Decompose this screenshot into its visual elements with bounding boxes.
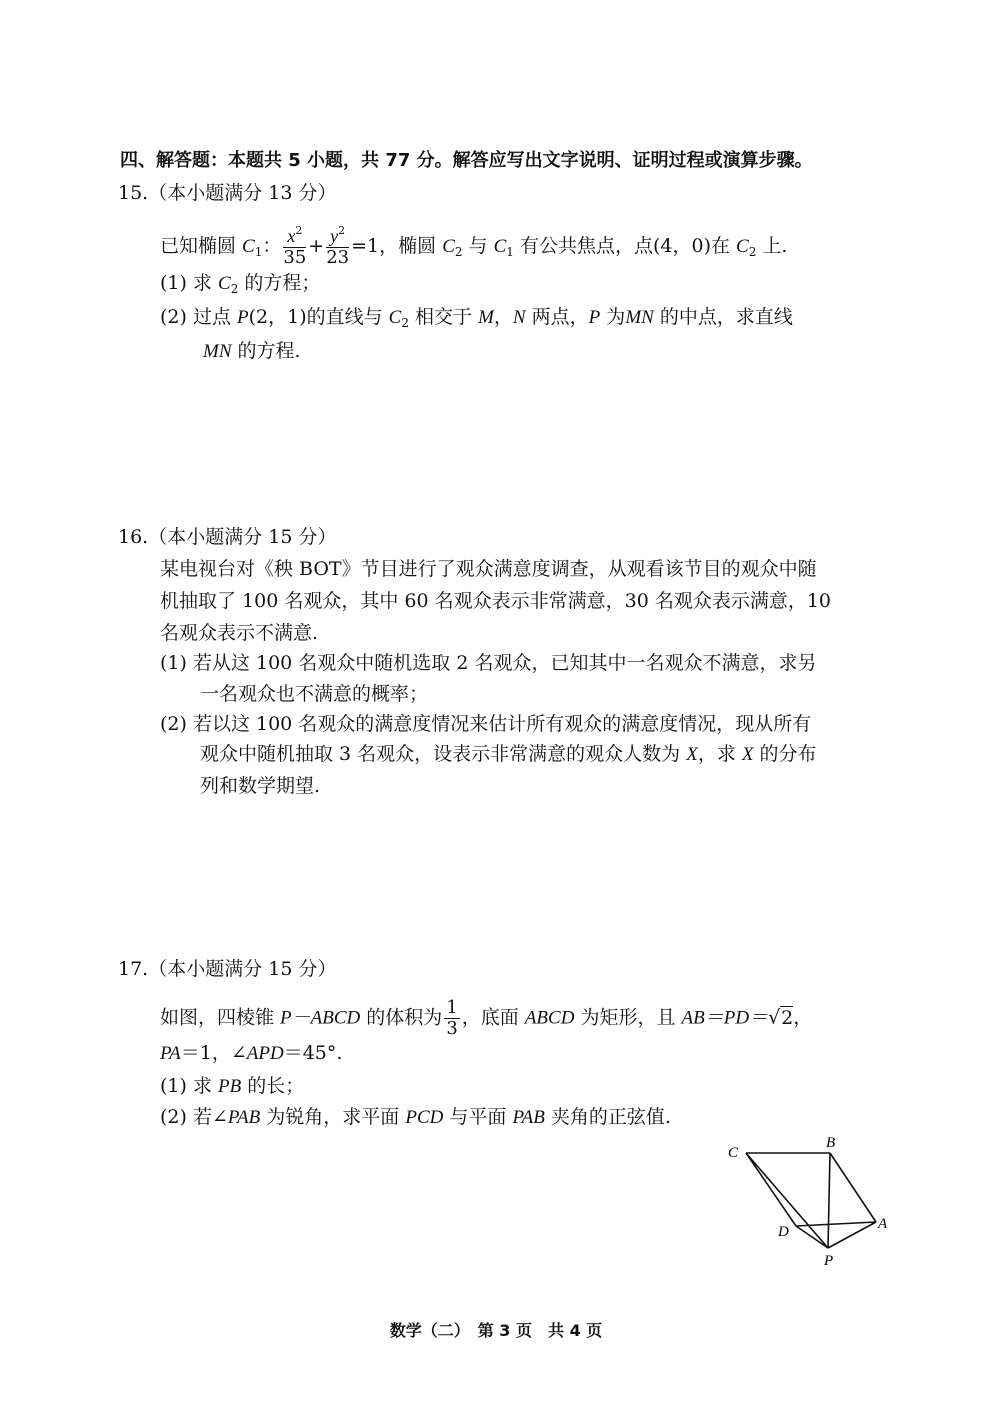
page-footer: 数学（二） 第 3 页 共 4 页 xyxy=(389,1321,603,1340)
section-heading: 四、解答题：本题共 5 小题，共 77 分。解答应写出文字说明、证明过程或演算步骤。 xyxy=(120,150,813,171)
edge-bp xyxy=(828,1153,830,1248)
q16-stem-line3: 名观众表示不满意. xyxy=(160,622,319,644)
q16-part2-line1: (2) 若以这 100 名观众的满意度情况来估计所有观众的满意度情况，现从所有 xyxy=(160,713,812,735)
edge-ba xyxy=(830,1153,876,1222)
q15-part2-line2: MN 的方程. xyxy=(203,340,301,362)
q17-part2: (2) 若∠PAB 为锐角，求平面 PCD 与平面 PAB 夹角的正弦值. xyxy=(160,1106,671,1128)
fraction-y2-over-23: $\frac{y^2}{23}$ xyxy=(326,224,350,268)
label-b: B xyxy=(826,1135,836,1151)
q15-part1: (1) 求 $C_2$ 的方程； xyxy=(160,272,321,296)
q16-part2-line3: 列和数学期望. xyxy=(200,775,321,797)
q15-part2-line1: (2) 过点 P(2，1)的直线与 $C_2$ 相交于 M，N 两点，P 为MN 的中点，求直线 xyxy=(160,306,793,330)
edge-ap xyxy=(828,1222,876,1248)
q17-header: 17.（本小题满分 15 分） xyxy=(118,958,337,980)
q16-stem-line1: 某电视台对《秧 BOT》节目进行了观众满意度调查，从观看该节目的观众中随 xyxy=(160,558,817,580)
q17-stem-line1: 如图，四棱锥 P－ABCD 的体积为 $\frac{1}{3}$ ，底面 ABCD 为矩形，且 AB＝PD＝√2， xyxy=(160,997,813,1039)
q16-stem-line2: 机抽取了 100 名观众，其中 60 名观众表示非常满意，30 名观众表示满意，10 xyxy=(160,590,831,612)
q15-stem: 已知椭圆 $C_1$： $\frac{x^2}{35}$ + $\frac{y^2}{23}$ =1，椭圆 $C_2$ 与 $C_1$ 有公共焦点，点(4，0)在 $C_2$ 上. xyxy=(160,224,788,268)
q15-header: 15.（本小题满分 13 分） xyxy=(118,182,337,204)
q16-part1-line2: 一名观众也不满意的概率； xyxy=(200,683,429,705)
label-c: C xyxy=(728,1145,739,1161)
edge-cd xyxy=(746,1153,796,1226)
fraction-one-third: $\frac{1}{3}$ xyxy=(446,997,458,1039)
q17-part1: (1) 求 PB 的长； xyxy=(160,1075,305,1097)
q17-stem-line2: PA＝1，∠APD＝45°. xyxy=(160,1042,343,1064)
label-d: D xyxy=(778,1224,789,1240)
q16-part1-line1: (1) 若从这 100 名观众中随机选取 2 名观众，已知其中一名观众不满意，求另 xyxy=(160,652,817,674)
q16-header: 16.（本小题满分 15 分） xyxy=(118,526,337,548)
label-a: A xyxy=(878,1216,888,1232)
fraction-x2-over-35: $\frac{x^2}{35}$ xyxy=(283,224,307,268)
label-p: P xyxy=(824,1253,834,1269)
q16-part2-line2: 观众中随机抽取 3 名观众，设表示非常满意的观众人数为 X，求 X 的分布 xyxy=(200,743,817,765)
pyramid-figure xyxy=(720,1130,900,1270)
